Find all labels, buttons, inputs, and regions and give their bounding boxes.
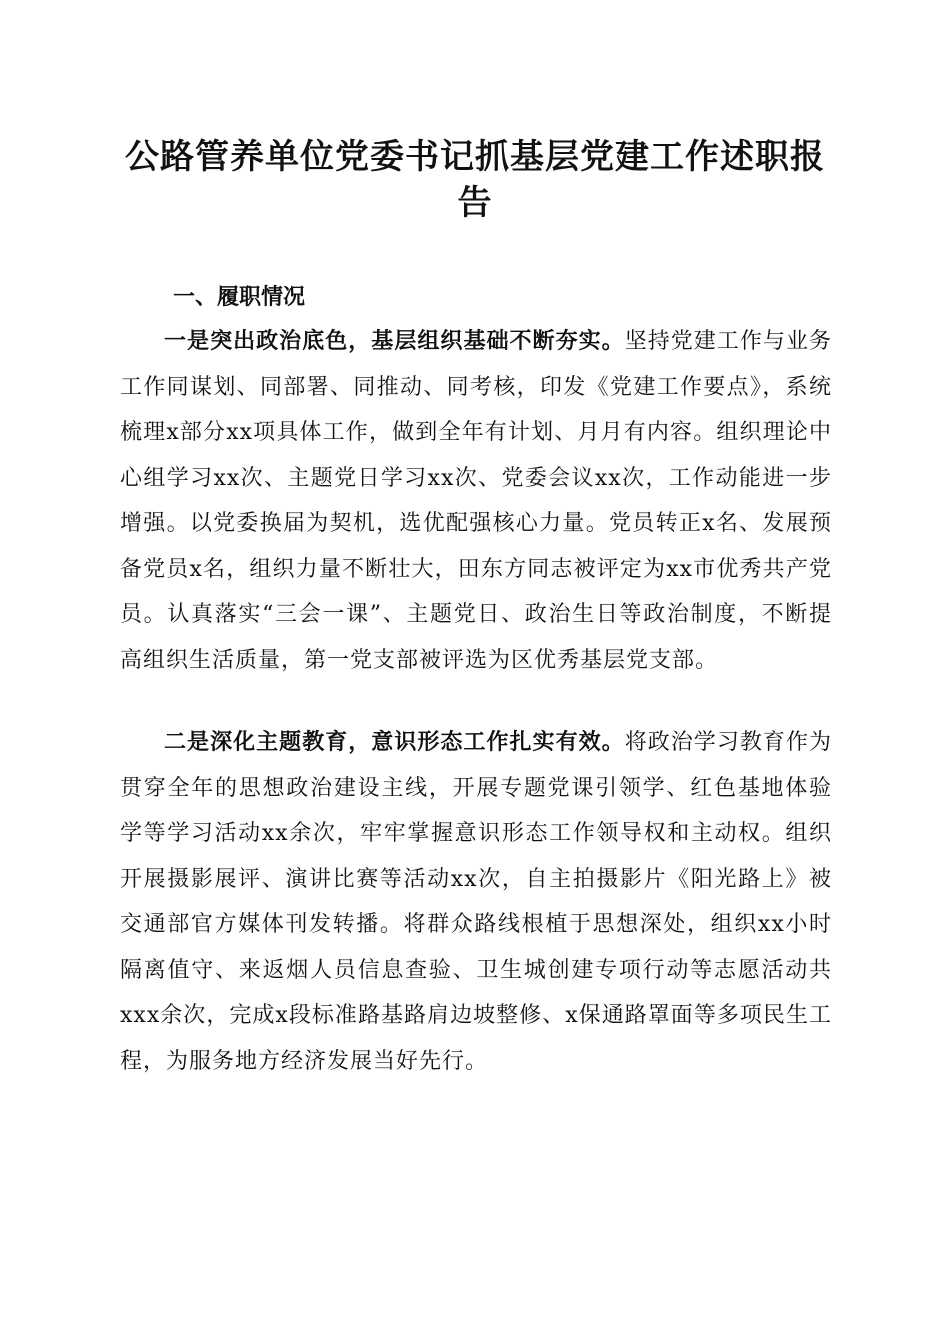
paragraph-1-text: 坚持党建工作与业务工作同谋划、同部署、同推动、同考核，印发《党建工作要点》，系统梳理x部分xx项具体工作，做到全年有计划、月月有内容。组织理论中心组学习xx次、主题党日学习xx次、党委会议xx次，工作动能进一步增强。以党委换届为契机，选优配强核心力量。党员转正x名、发展预备党员x名，组织力量不断壮大，田东方同志被评定为xx市优秀共产党员。认真落实“三会一课”、主题党日、政治生日等政治制度，不断提高组织生活质量，第一党支部被评选为区优秀基层党支部。 xyxy=(120,329,832,673)
paragraph-2-lead: 二是深化主题教育，意识形态工作扎实有效。 xyxy=(164,729,625,755)
section-heading: 一、履职情况 xyxy=(173,285,306,310)
paragraph-1-lead: 一是突出政治底色，基层组织基础不断夯实。 xyxy=(164,328,625,354)
document-title: 公路管养单位党委书记抓基层党建工作述职报告 xyxy=(125,137,825,223)
paragraph-2 xyxy=(120,720,832,1084)
paragraph-2-text: 将政治学习教育作为贯穿全年的思想政治建设主线，开展专题党课引领学、红色基地体验学等学习活动xx余次，牢牢掌握意识形态工作领导权和主动权。组织开展摄影展评、演讲比赛等活动xx次，自主拍摄影片《阳光路上》被交通部官方媒体刊发转播。将群众路线根植于思想深处，组织xx小时隔离值守、来返烟人员信息查验、卫生城创建专项行动等志愿活动共xxx余次，完成x段标准路基路肩边坡整修、x保通路罩面等多项民生工程，为服务地方经济发展当好先行。 xyxy=(120,730,832,1074)
paragraph-1 xyxy=(120,319,832,683)
